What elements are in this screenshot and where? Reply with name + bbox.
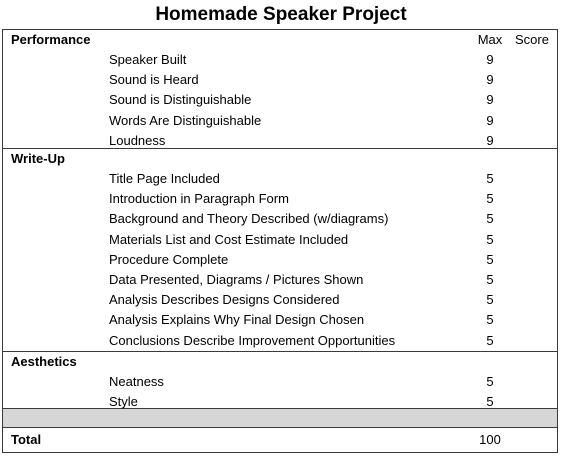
- rubric-row: [3, 331, 557, 351]
- section-performance: [3, 30, 557, 149]
- criterion-label: Sound is Heard: [109, 72, 199, 88]
- section-heading: Write-Up: [11, 151, 65, 166]
- max-points: 5: [486, 251, 494, 267]
- total-row: [3, 428, 557, 452]
- max-points: 5: [486, 332, 494, 348]
- max-points: 9: [486, 112, 494, 128]
- rubric-row: [3, 290, 557, 310]
- max-points: 5: [486, 191, 494, 207]
- rubric-row: [3, 230, 557, 250]
- section-aesthetics: [3, 352, 557, 409]
- criterion-label: Words Are Distinguishable: [109, 112, 262, 128]
- total-max-points: 100: [479, 432, 501, 447]
- rubric-row: [3, 209, 557, 229]
- rubric-row: [3, 270, 557, 290]
- max-points: 5: [486, 211, 494, 227]
- score-column-header: Score: [515, 32, 549, 47]
- criterion-label: Loudness: [109, 132, 166, 148]
- criterion-label: Analysis Describes Designs Considered: [109, 292, 340, 308]
- rubric-row: [3, 131, 557, 151]
- max-points: 5: [486, 292, 494, 308]
- criterion-label: Speaker Built: [109, 52, 187, 67]
- criterion-label: Procedure Complete: [109, 251, 229, 267]
- max-points: 5: [486, 231, 494, 247]
- max-points: 9: [486, 132, 494, 148]
- max-column-header: Max: [477, 32, 503, 47]
- criterion-label: Introduction in Paragraph Form: [109, 191, 289, 207]
- total-label: Total: [11, 432, 42, 447]
- rubric-row: [3, 70, 557, 90]
- criterion-label: Background and Theory Described (w/diagrams): [109, 211, 389, 227]
- criterion-label: Style: [109, 394, 138, 410]
- criterion-label: Data Presented, Diagrams / Pictures Shown: [109, 271, 364, 287]
- rubric-row: [3, 372, 557, 392]
- criterion-label: Conclusions Describe Improvement Opportunities: [109, 332, 396, 348]
- rubric-row: [3, 90, 557, 110]
- rubric-row: [3, 169, 557, 189]
- page-title: Homemade Speaker Project: [155, 4, 407, 25]
- max-points: 5: [486, 374, 494, 389]
- max-points: 5: [486, 394, 494, 410]
- max-points: 5: [486, 312, 494, 328]
- section-heading: Performance: [11, 32, 91, 47]
- section-write-up: [3, 149, 557, 352]
- criterion-label: Neatness: [109, 374, 164, 389]
- rubric-row: [3, 111, 557, 131]
- criterion-label: Materials List and Cost Estimate Included: [109, 231, 349, 247]
- max-points: 9: [486, 52, 494, 67]
- rubric-row: [3, 250, 557, 270]
- criterion-label: Analysis Explains Why Final Design Chosen: [109, 312, 365, 328]
- max-points: 5: [486, 271, 494, 287]
- rubric-row: [3, 310, 557, 330]
- rubric-table: [2, 29, 558, 453]
- max-points: 9: [486, 72, 494, 88]
- rubric-row: [3, 189, 557, 209]
- section-heading: Aesthetics: [11, 354, 77, 369]
- max-points: 9: [486, 92, 494, 108]
- criterion-label: Title Page Included: [109, 171, 220, 186]
- rubric-row: [3, 392, 557, 412]
- criterion-label: Sound is Distinguishable: [109, 92, 252, 108]
- rubric-row: [3, 50, 557, 70]
- max-points: 5: [486, 171, 494, 186]
